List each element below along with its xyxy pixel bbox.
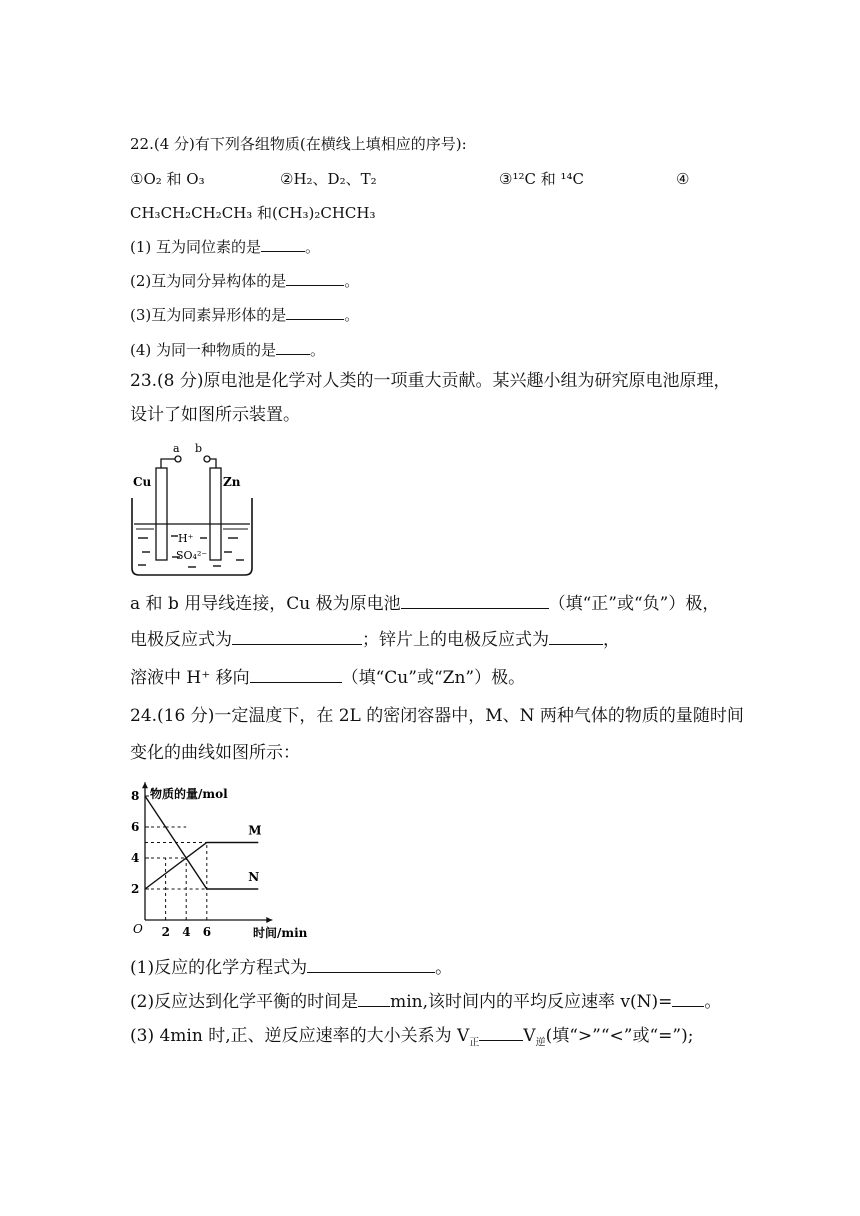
zn-electrode: [210, 468, 221, 560]
answer-blank[interactable]: [286, 271, 344, 286]
answer-blank[interactable]: [307, 958, 435, 973]
q22-sub-2-text: (2)互为同分异构体的是: [130, 272, 287, 290]
y-tick-label: 2: [131, 882, 140, 896]
answer-blank[interactable]: [232, 630, 362, 645]
q23-text-3-post: （填“Cu”或“Zn”）极。: [341, 668, 526, 688]
period: 。: [344, 306, 360, 324]
q24-sub-3-pre: (3) 4min 时,正、逆反应速率的大小关系为 V: [130, 1026, 470, 1046]
subscript-forward: 正: [469, 1037, 480, 1049]
q22-sub-1-text: (1) 互为同位素的是: [130, 238, 262, 256]
q24-line-2: 变化的曲线如图所示：: [130, 743, 300, 763]
answer-blank[interactable]: [250, 668, 342, 683]
x-tick-label: 6: [202, 925, 212, 939]
period: 。: [305, 238, 321, 256]
x-axis-arrow: [266, 917, 272, 923]
q24-sub-3: [130, 1026, 693, 1053]
label-cu: Cu: [133, 475, 152, 489]
label-a: a: [173, 442, 180, 455]
answer-blank[interactable]: [261, 237, 305, 252]
amount-time-chart: [125, 780, 315, 945]
series-label-N: N: [248, 870, 260, 884]
q22-item-4-marker: ④: [676, 170, 690, 188]
terminal-a: [175, 456, 181, 462]
q23-text-3: [130, 668, 525, 688]
q24-line-1: 24.(16 分)一定温度下，在 2L 的密闭容器中，M、N 两种气体的物质的量随时间: [130, 706, 744, 726]
y-tick-label: 6: [131, 820, 140, 834]
wire-left: [161, 459, 175, 468]
cu-electrode: [156, 468, 167, 560]
period: 。: [435, 958, 453, 978]
q24-sub-1-text: (1)反应的化学方程式为: [130, 958, 308, 978]
q23-line-2: 设计了如图所示装置。: [130, 405, 300, 425]
terminal-b: [204, 456, 210, 462]
q22-header: 22.(4 分)有下列各组物质(在横线上填相应的序号):: [130, 135, 467, 153]
series-label-M: M: [248, 823, 262, 838]
q23-text-1: [130, 594, 719, 614]
q23-text-1-pre: a 和 b 用导线连接，Cu 极为原电池: [130, 594, 401, 614]
origin-label: O: [133, 922, 143, 936]
label-zn: Zn: [223, 475, 241, 489]
y-axis-arrow: [142, 782, 148, 788]
q24-sub-2-pre: (2)反应达到化学平衡的时间是: [130, 992, 359, 1012]
q23-text-1-post: （填“正”或“负”）极，: [548, 594, 720, 614]
q23-text-2-pre: 电极反应式为: [130, 630, 232, 650]
q22-sub-1: [130, 237, 320, 257]
period: 。: [344, 272, 360, 290]
answer-blank[interactable]: [286, 305, 344, 320]
q22-item-1: ①O₂ 和 O₃: [130, 170, 205, 188]
answer-blank[interactable]: [672, 992, 704, 1007]
q23-text-2-mid: ；锌片上的电极反应式为: [362, 630, 549, 650]
subscript-reverse: 逆: [535, 1037, 546, 1049]
q22-item-2: ②H₂、D₂、T₂: [280, 170, 377, 188]
period: 。: [704, 992, 722, 1012]
answer-blank[interactable]: [549, 630, 603, 645]
y-axis-label: 物质的量/mol: [150, 787, 228, 801]
x-axis-label: 时间/min: [253, 926, 308, 940]
q22-sub-3-text: (3)互为同素异形体的是: [130, 306, 287, 324]
q22-sub-2: [130, 271, 359, 291]
answer-blank[interactable]: [276, 340, 310, 355]
q22-sub-4-text: (4) 为同一种物质的是: [130, 341, 277, 359]
q22-item-4: CH₃CH₂CH₂CH₃ 和(CH₃)₂CHCH₃: [130, 204, 376, 222]
q23-text-2: [130, 630, 620, 650]
label-h-ion: H⁺: [178, 532, 194, 545]
q24-sub-3-post: (填“>”“<”或“=”);: [545, 1026, 694, 1046]
q23-text-3-pre: 溶液中 H⁺ 移向: [130, 668, 250, 688]
q22-sub-3: [130, 305, 359, 325]
answer-blank[interactable]: [358, 992, 390, 1007]
label-b: b: [195, 442, 203, 455]
q24-sub-1: [130, 958, 452, 978]
answer-blank[interactable]: [479, 1026, 523, 1041]
q24-sub-3-mid: V: [523, 1026, 536, 1046]
period: 。: [310, 341, 326, 359]
answer-blank[interactable]: [401, 594, 549, 609]
q24-sub-2-mid: min,该时间内的平均反应速率 v(N)=: [390, 992, 673, 1012]
y-tick-label: 8: [131, 789, 140, 803]
q22-sub-4: [130, 340, 325, 360]
q22-item-3: ③¹²C 和 ¹⁴C: [499, 170, 584, 188]
q24-sub-2: [130, 992, 721, 1012]
label-sulfate-ion: SO₄²⁻: [176, 549, 208, 562]
galvanic-cell-figure: [128, 440, 258, 580]
q23-line-1: 23.(8 分)原电池是化学对人类的一项重大贡献。某兴趣小组为研究原电池原理，: [130, 371, 731, 391]
y-tick-label: 4: [131, 851, 140, 865]
x-tick-label: 4: [182, 925, 191, 939]
x-tick-label: 2: [161, 925, 170, 939]
q23-text-2-post: ，: [603, 630, 620, 650]
wire-right: [210, 459, 216, 468]
